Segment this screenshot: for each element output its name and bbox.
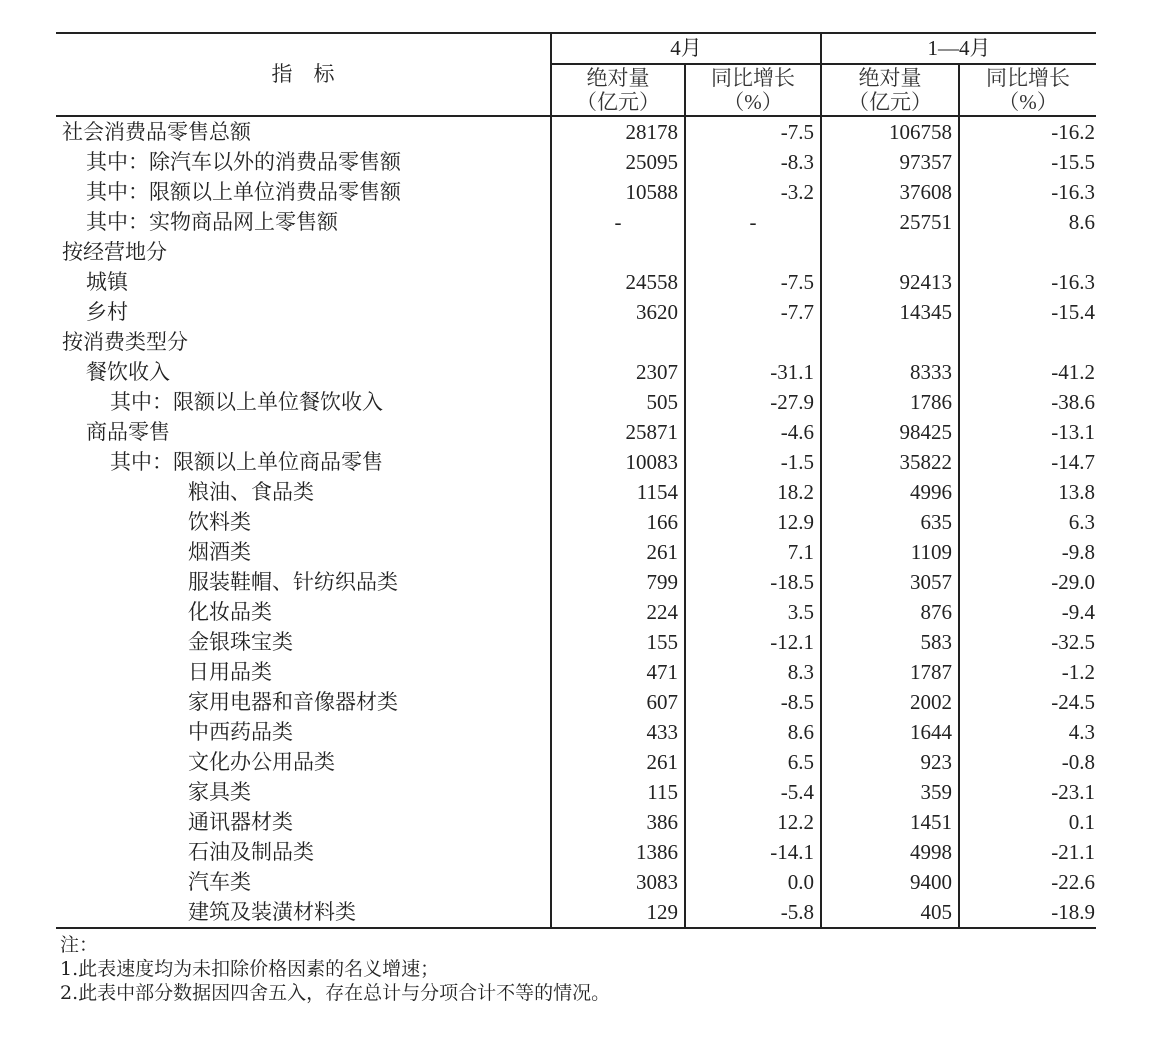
- april-amount-cell: 433: [551, 717, 685, 747]
- april-growth-cell: -14.1: [685, 837, 821, 867]
- ytd-amount-cell: 8333: [821, 357, 959, 387]
- april-amount-cell: -: [551, 207, 685, 237]
- april-amount-cell: [551, 237, 685, 267]
- april-growth-cell: [685, 327, 821, 357]
- table-row: [56, 207, 1096, 237]
- indicator-name-cell: 社会消费品零售总额: [56, 116, 551, 147]
- indicator-name-cell: 商品零售: [56, 417, 551, 447]
- indicator-name-cell: 乡村: [56, 297, 551, 327]
- table-row: [56, 477, 1096, 507]
- table-row: [56, 837, 1096, 867]
- ytd-amount-cell: 4998: [821, 837, 959, 867]
- april-growth-cell: 6.5: [685, 747, 821, 777]
- ytd-growth-cell: -32.5: [1051, 630, 1095, 654]
- table-row: [56, 507, 1096, 537]
- april-amount-cell: 799: [551, 567, 685, 597]
- april-growth-cell: 18.2: [685, 477, 821, 507]
- ytd-amount-cell: 1109: [821, 537, 959, 567]
- indicator-name-cell: 服装鞋帽、针纺织品类: [56, 567, 551, 597]
- ytd-growth-cell: -41.2: [1051, 360, 1095, 384]
- ytd-growth-cell: -29.0: [1051, 570, 1095, 594]
- indicator-name-cell: 粮油、食品类: [56, 477, 551, 507]
- ytd-growth-cell: -14.7: [1051, 450, 1095, 474]
- ytd-growth-cell: -22.6: [1051, 870, 1095, 894]
- ytd-growth-cell: -16.3: [1051, 270, 1095, 294]
- ytd-growth-cell: [959, 327, 1096, 357]
- ytd-amount-cell: 9400: [821, 867, 959, 897]
- ytd-amount-cell: 876: [821, 597, 959, 627]
- ytd-growth-cell: -13.1: [1051, 420, 1095, 444]
- indicator-name-cell: 中西药品类: [56, 717, 551, 747]
- ytd-growth-cell: 4.3: [1068, 720, 1095, 744]
- table-row: [56, 116, 1096, 147]
- table-row: [56, 147, 1096, 177]
- ytd-amount-cell: 2002: [821, 687, 959, 717]
- ytd-amount-cell: 92413: [821, 267, 959, 297]
- table-row: [56, 177, 1096, 207]
- ytd-amount-cell: 25751: [821, 207, 959, 237]
- table-row: [56, 417, 1096, 447]
- april-growth-cell: 3.5: [685, 597, 821, 627]
- ytd-growth-cell: 0.1: [1068, 810, 1095, 834]
- indicator-name-cell: 其中：实物商品网上零售额: [56, 207, 551, 237]
- indicator-name-cell: 其中：限额以上单位商品零售: [56, 447, 551, 477]
- indicator-name-cell: 其中：限额以上单位餐饮收入: [56, 387, 551, 417]
- note-item-1: 1.此表速度均为未扣除价格因素的名义增速；: [60, 958, 440, 980]
- ytd-amount-cell: 1787: [821, 657, 959, 687]
- column-unit: （%）: [998, 90, 1058, 114]
- ytd-growth-cell: 8.6: [1068, 210, 1095, 234]
- statistics-document: [56, 32, 1096, 1005]
- column-header-april-growth: [685, 64, 821, 116]
- april-amount-cell: 129: [551, 897, 685, 928]
- indicator-name-cell: 家用电器和音像器材类: [56, 687, 551, 717]
- april-amount-cell: 386: [551, 807, 685, 837]
- april-growth-cell: -4.6: [685, 417, 821, 447]
- ytd-growth-cell: -0.8: [1061, 750, 1095, 774]
- column-header-april-amount: [551, 64, 685, 116]
- ytd-amount-cell: 3057: [821, 567, 959, 597]
- indicator-name-cell: 日用品类: [56, 657, 551, 687]
- ytd-amount-cell: 97357: [821, 147, 959, 177]
- column-header-ytd-growth: [959, 64, 1096, 116]
- april-amount-cell: 224: [551, 597, 685, 627]
- column-title: 同比增长: [711, 66, 795, 90]
- indicator-header: 指 标: [56, 33, 551, 116]
- april-growth-cell: -8.5: [685, 687, 821, 717]
- ytd-growth-cell: -15.5: [1051, 150, 1095, 174]
- note-item-2: 2.此表中部分数据因四舍五入，存在总计与分项合计不等的情况。: [60, 982, 611, 1004]
- april-amount-cell: 166: [551, 507, 685, 537]
- table-body: [56, 116, 1096, 928]
- april-amount-cell: 3083: [551, 867, 685, 897]
- ytd-growth-cell: 13.8: [1058, 480, 1095, 504]
- indicator-name-cell: 金银珠宝类: [56, 627, 551, 657]
- april-amount-cell: 25871: [551, 417, 685, 447]
- april-growth-cell: -1.5: [685, 447, 821, 477]
- ytd-amount-cell: [821, 327, 959, 357]
- ytd-growth-cell: -16.2: [1051, 120, 1095, 144]
- april-amount-cell: 10083: [551, 447, 685, 477]
- column-unit: （%）: [723, 90, 783, 114]
- indicator-name-cell: 石油及制品类: [56, 837, 551, 867]
- april-amount-cell: 471: [551, 657, 685, 687]
- ytd-growth-cell: 6.3: [1068, 510, 1095, 534]
- april-growth-cell: 8.3: [685, 657, 821, 687]
- ytd-growth-cell: -23.1: [1051, 780, 1095, 804]
- april-amount-cell: 261: [551, 537, 685, 567]
- ytd-amount-cell: 4996: [821, 477, 959, 507]
- april-growth-cell: [685, 237, 821, 267]
- table-row: [56, 627, 1096, 657]
- indicator-name-cell: 按经营地分: [56, 237, 551, 267]
- indicator-name-cell: 城镇: [56, 267, 551, 297]
- ytd-growth-cell: -24.5: [1051, 690, 1095, 714]
- notes-section: [56, 933, 1096, 1005]
- april-amount-cell: 505: [551, 387, 685, 417]
- april-growth-cell: 12.9: [685, 507, 821, 537]
- april-growth-cell: -8.3: [685, 147, 821, 177]
- april-growth-cell: -12.1: [685, 627, 821, 657]
- ytd-amount-cell: 106758: [821, 116, 959, 147]
- ytd-amount-cell: 583: [821, 627, 959, 657]
- column-unit: （亿元）: [848, 90, 932, 114]
- april-amount-cell: 10588: [551, 177, 685, 207]
- april-amount-cell: 155: [551, 627, 685, 657]
- april-growth-cell: -5.8: [685, 897, 821, 928]
- table-row: [56, 657, 1096, 687]
- ytd-amount-cell: 923: [821, 747, 959, 777]
- ytd-growth-cell: -1.2: [1061, 660, 1095, 684]
- april-growth-cell: -7.5: [685, 116, 821, 147]
- retail-sales-table: [56, 32, 1096, 929]
- indicator-name-cell: 餐饮收入: [56, 357, 551, 387]
- table-row: [56, 807, 1096, 837]
- april-growth-cell: 7.1: [685, 537, 821, 567]
- ytd-growth-cell: -9.4: [1061, 600, 1095, 624]
- period-header-jan-apr: 1—4月: [821, 33, 1096, 64]
- table-row: [56, 567, 1096, 597]
- table-row: [56, 237, 1096, 267]
- ytd-amount-cell: 405: [821, 897, 959, 928]
- april-growth-cell: -7.7: [685, 297, 821, 327]
- april-amount-cell: 24558: [551, 267, 685, 297]
- ytd-amount-cell: [821, 237, 959, 267]
- notes-title: 注：: [60, 934, 99, 956]
- table-row: [56, 537, 1096, 567]
- april-amount-cell: 2307: [551, 357, 685, 387]
- column-title: 同比增长: [986, 66, 1070, 90]
- indicator-name-cell: 烟酒类: [56, 537, 551, 567]
- column-title: 绝对量: [586, 66, 650, 90]
- ytd-growth-cell: -18.9: [959, 897, 1096, 928]
- table-row: [56, 597, 1096, 627]
- column-unit: （亿元）: [576, 90, 660, 114]
- table-row: [56, 327, 1096, 357]
- april-amount-cell: 115: [551, 777, 685, 807]
- ytd-amount-cell: 1451: [821, 807, 959, 837]
- ytd-growth-cell: -15.4: [1051, 300, 1095, 324]
- table-row: [56, 297, 1096, 327]
- april-growth-cell: 0.0: [685, 867, 821, 897]
- column-title: 绝对量: [858, 66, 922, 90]
- table-header: [56, 33, 1096, 116]
- ytd-growth-cell: -21.1: [1051, 840, 1095, 864]
- april-growth-cell: -3.2: [685, 177, 821, 207]
- ytd-amount-cell: 359: [821, 777, 959, 807]
- table-row: [56, 387, 1096, 417]
- table-row: [56, 867, 1096, 897]
- april-growth-cell: -5.4: [685, 777, 821, 807]
- april-amount-cell: 607: [551, 687, 685, 717]
- ytd-amount-cell: 35822: [821, 447, 959, 477]
- ytd-amount-cell: 1786: [821, 387, 959, 417]
- ytd-amount-cell: 14345: [821, 297, 959, 327]
- april-growth-cell: 12.2: [685, 807, 821, 837]
- april-amount-cell: 1154: [551, 477, 685, 507]
- indicator-name-cell: 其中：限额以上单位消费品零售额: [56, 177, 551, 207]
- table-row: [56, 447, 1096, 477]
- ytd-amount-cell: 37608: [821, 177, 959, 207]
- indicator-name-cell: 化妆品类: [56, 597, 551, 627]
- indicator-name-cell: 汽车类: [56, 867, 551, 897]
- april-amount-cell: [551, 327, 685, 357]
- april-growth-cell: -27.9: [685, 387, 821, 417]
- ytd-growth-cell: -38.6: [1051, 390, 1095, 414]
- table-row: [56, 777, 1096, 807]
- april-growth-cell: 8.6: [685, 717, 821, 747]
- april-amount-cell: 3620: [551, 297, 685, 327]
- april-amount-cell: 261: [551, 747, 685, 777]
- ytd-amount-cell: 98425: [821, 417, 959, 447]
- table-row: [56, 357, 1096, 387]
- indicator-name-cell: 按消费类型分: [56, 327, 551, 357]
- column-header-ytd-amount: [821, 64, 959, 116]
- indicator-name-cell: 通讯器材类: [56, 807, 551, 837]
- april-amount-cell: 25095: [551, 147, 685, 177]
- ytd-growth-cell: -9.8: [1061, 540, 1095, 564]
- period-header-april: 4月: [551, 33, 821, 64]
- april-growth-cell: -: [685, 207, 821, 237]
- indicator-name-cell: 文化办公用品类: [56, 747, 551, 777]
- april-growth-cell: -18.5: [685, 567, 821, 597]
- indicator-name-cell: 建筑及装潢材料类: [56, 897, 551, 928]
- table-row: [56, 687, 1096, 717]
- ytd-amount-cell: 635: [821, 507, 959, 537]
- ytd-amount-cell: 1644: [821, 717, 959, 747]
- table-row: [56, 717, 1096, 747]
- ytd-growth-cell: [959, 237, 1096, 267]
- indicator-name-cell: 家具类: [56, 777, 551, 807]
- indicator-name-cell: 其中：除汽车以外的消费品零售额: [56, 147, 551, 177]
- ytd-growth-cell: -16.3: [1051, 180, 1095, 204]
- table-row: [56, 897, 1096, 928]
- april-amount-cell: 1386: [551, 837, 685, 867]
- april-growth-cell: -7.5: [685, 267, 821, 297]
- april-growth-cell: -31.1: [685, 357, 821, 387]
- april-amount-cell: 28178: [551, 116, 685, 147]
- table-row: [56, 267, 1096, 297]
- table-row: [56, 747, 1096, 777]
- indicator-name-cell: 饮料类: [56, 507, 551, 537]
